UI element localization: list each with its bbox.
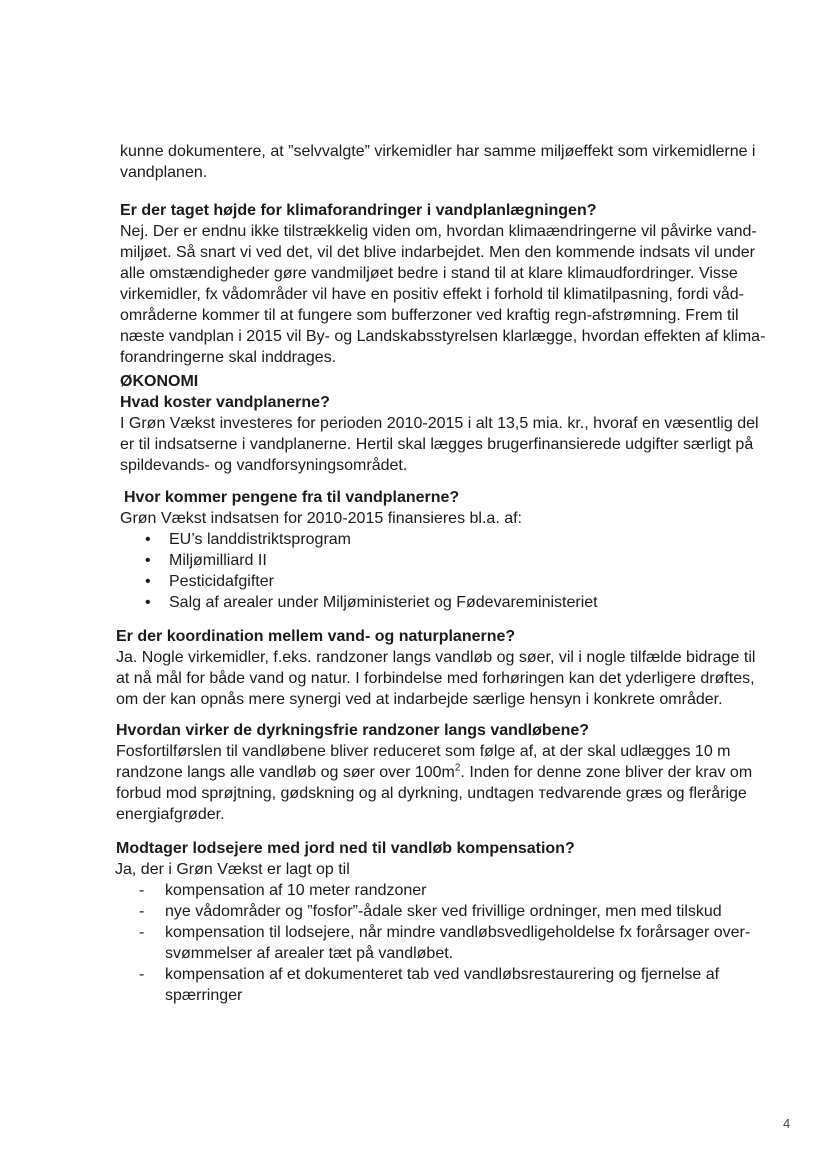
buffer-line: Fosfortilførslen til vandløbene bliver reduceret som følge af, at der skal udlægges 10 m	[116, 743, 731, 760]
dash-icon: -	[139, 903, 145, 920]
section-economy	[120, 371, 759, 476]
dash-icon: -	[139, 924, 145, 941]
section-funding	[120, 487, 598, 613]
funding-item: Miljømilliard II	[169, 552, 267, 569]
funding-heading: Hvor kommer pengene fra til vandplanerne?	[124, 489, 460, 506]
climate-heading: Er der taget højde for klimaforandringer i vandplanlægningen?	[120, 202, 597, 219]
compensation-heading: Modtager lodsejere med jord ned til vandløb kompensation?	[116, 840, 575, 857]
bullet-icon: •	[145, 531, 151, 548]
economy-line: er til indsatserne i vandplanerne. Hertil skal lægges brugerfinansierede udgifter særligt på	[120, 436, 754, 453]
economy-heading: Hvad koster vandplanerne?	[120, 394, 330, 411]
bullet-icon: •	[145, 594, 151, 611]
list-item	[120, 592, 598, 613]
climate-line: næste vandplan i 2015 vil By- og Landskabsstyrelsen klarlægge, hvordan effekten af klima-	[120, 328, 766, 345]
funding-item: EU’s landdistriktsprogram	[169, 531, 351, 548]
compensation-item-line: svømmelser af arealer tæt på vandløbet.	[165, 945, 454, 962]
list-item	[120, 550, 598, 571]
compensation-list	[115, 880, 750, 1006]
economy-line: I Grøn Vækst investeres for perioden 2010-2015 i alt 13,5 mia. kr., hvoraf en væsentlig del	[120, 415, 759, 432]
compensation-intro: Ja, der i Grøn Vækst er lagt op til	[115, 861, 350, 878]
section-compensation	[115, 838, 750, 1006]
intro-line: vandplanen.	[120, 164, 208, 181]
page-number: 4	[783, 1116, 791, 1131]
buffer-heading: Hvordan virker de dyrkningsfrie randzoner langs vandløbene?	[116, 722, 590, 739]
climate-line: områderne kommer til at fungere som bufferzoner ved kraftig regn-afstrømning. Frem til	[120, 307, 739, 324]
buffer-line	[116, 762, 752, 783]
superscript: 2	[454, 762, 461, 774]
buffer-line-text: randzone langs alle vandløb og søer over 100m	[116, 764, 455, 781]
funding-item: Salg af arealer under Miljøministeriet og Fødevareministeriet	[169, 594, 598, 611]
climate-line: virkemidler, fx vådområder vil have en positiv effekt i forhold til klimatilpasning, fordi våd-	[120, 286, 744, 303]
climate-line: alle omstændigheder gøre vandmiljøet bedre i stand til at klare klimaudfordringer. Visse	[120, 265, 738, 282]
intro-paragraph	[120, 141, 755, 183]
list-item	[115, 901, 750, 922]
list-item	[115, 880, 750, 901]
buffer-line: forbud mod sprøjtning, gødskning og al dyrkning, undtagen тedvarende græs og flerårige	[116, 785, 747, 802]
coordination-line: at nå mål for både vand og natur. I forbindelse med forhøringen kan det yderligere drøftes,	[116, 670, 755, 687]
climate-line: miljøet. Så snart vi ved det, vil det blive indarbejdet. Men den kommende indsats vil under	[120, 244, 755, 261]
dash-icon: -	[139, 966, 145, 983]
funding-item: Pesticidafgifter	[169, 573, 274, 590]
compensation-item-line: spærringer	[165, 987, 243, 1004]
compensation-item-line: nye vådområder og ”fosfor”-ådale sker ved frivillige ordninger, men med tilskud	[165, 903, 722, 920]
bullet-icon: •	[145, 552, 151, 569]
bullet-icon: •	[145, 573, 151, 590]
list-item	[120, 571, 598, 592]
climate-line: Nej. Der er endnu ikke tilstrækkelig viden om, hvordan klimaændringerne vil påvirke vand-	[120, 223, 757, 240]
funding-intro: Grøn Vækst indsatsen for 2010-2015 finansieres bl.a. af:	[120, 510, 522, 527]
economy-line: spildevands- og vandforsyningsområdet.	[120, 457, 408, 474]
compensation-item-line: kompensation til lodsejere, når mindre vandløbsvedligeholdelse fx forårsager over-	[165, 924, 751, 941]
list-item	[115, 964, 750, 1006]
coordination-line: om der kan opnås mere synergi ved at indarbejde særlige hensyn i konkrete områder.	[116, 691, 723, 708]
section-buffer-zones	[116, 720, 752, 825]
list-item	[120, 529, 598, 550]
coordination-line: Ja. Nogle virkemidler, f.eks. randzoner langs vandløb og søer, vil i nogle tilfælde bidrage til	[116, 649, 756, 666]
funding-list	[120, 529, 598, 613]
buffer-line-text: . Inden for denne zone bliver der krav om	[460, 764, 753, 781]
compensation-item-line: kompensation af et dokumenteret tab ved vandløbsrestaurering og fjernelse af	[165, 966, 720, 983]
intro-line: kunne dokumentere, at ”selvvalgte” virkemidler har samme miljøeffekt som virkemidlerne i	[120, 143, 756, 160]
coordination-heading: Er der koordination mellem vand- og naturplanerne?	[116, 628, 516, 645]
list-item	[115, 922, 750, 964]
section-climate	[120, 200, 765, 368]
compensation-item-line: kompensation af 10 meter randzoner	[165, 882, 427, 899]
buffer-line: energiafgrøder.	[116, 806, 225, 823]
dash-icon: -	[139, 882, 145, 899]
climate-line: forandringerne skal inddrages.	[120, 349, 337, 366]
section-coordination	[116, 626, 755, 710]
economy-section-title: ØKONOMI	[120, 373, 199, 390]
